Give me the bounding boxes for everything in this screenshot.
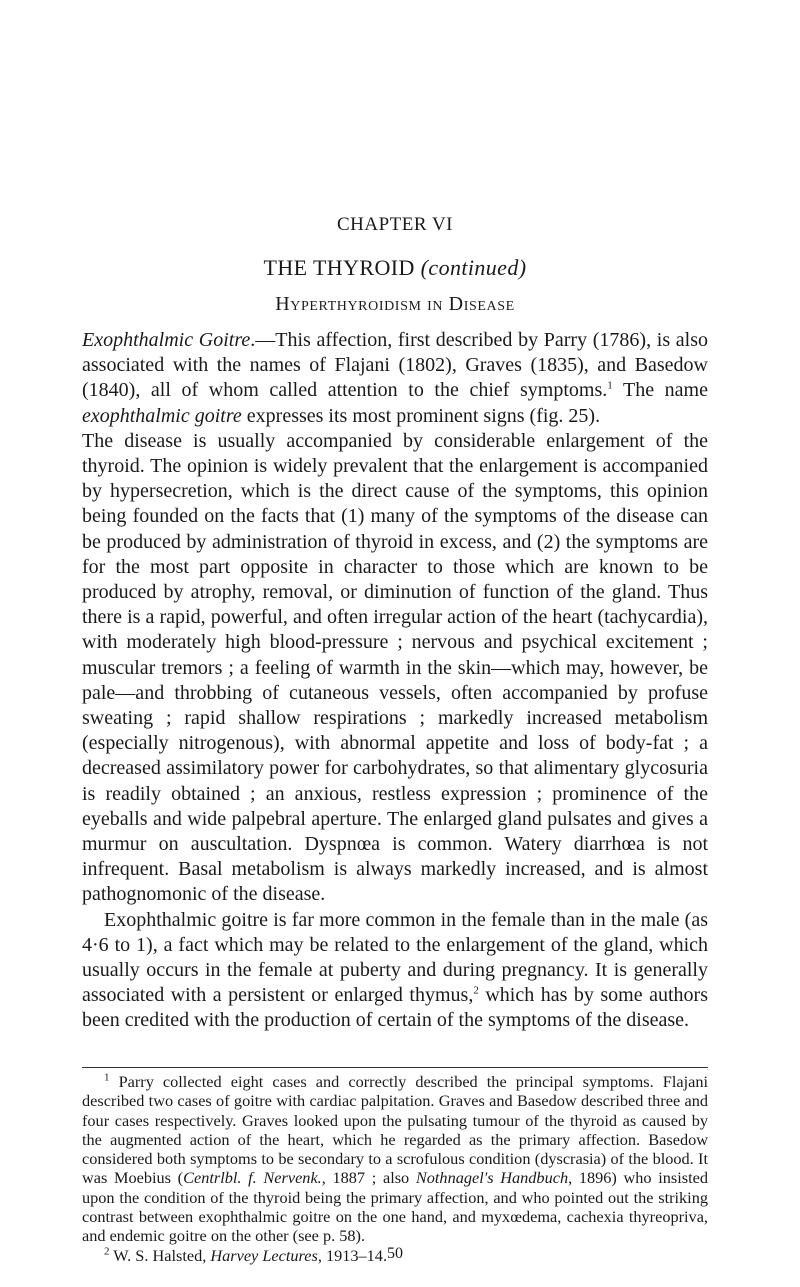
- footnote-ref-1: 1: [607, 379, 613, 392]
- paragraph-1-lead: Exophthalmic Goitre: [82, 329, 251, 351]
- page-number: 50: [387, 1245, 403, 1262]
- footnotes: [82, 1072, 708, 1265]
- paragraph-1: [82, 328, 708, 429]
- paragraph-1-italic-term: exophthalmic goitre: [82, 404, 242, 427]
- paragraph-1-text-c: expresses its most prominent signs (fig. 25).: [241, 404, 601, 427]
- footnote-2-work: Harvey Lectures: [210, 1245, 318, 1265]
- chapter-title-continued: (continued): [420, 255, 527, 280]
- footnote-2-mark: 2: [104, 1245, 110, 1258]
- footnote-1-text-c: , 1896) who insisted upon the condition of the thyroid being the primary affection, and who pointed out the striking contrast between exophthalmic goitre on the one hand, and myxœdema, cachexia thyreopriva, and endemic goitre on the other (see p. 58).: [82, 1168, 709, 1246]
- footnote-divider: [82, 1067, 708, 1068]
- section-heading: Hyperthyroidism in Disease: [275, 293, 515, 315]
- chapter-title: [82, 255, 708, 281]
- paragraph-1-text-a: .—This affection, first described by Parry (1786), is also associated with the names of Flajani (1802), Graves (1835), and Basedow (1840), all of whom called attention to the chief symptoms.: [82, 329, 708, 402]
- chapter-heading: CHAPTER VI: [336, 214, 454, 235]
- paragraph-3: [82, 908, 708, 1034]
- footnote-1: [82, 1072, 708, 1246]
- footnote-1-text-b: , 1887 ; also: [321, 1168, 416, 1188]
- footnote-1-journal: Centrlbl. f. Nervenk.: [183, 1168, 322, 1188]
- footnote-2-text-b: , 1913–14.: [317, 1245, 388, 1265]
- body-text: [82, 328, 708, 1034]
- footnote-1-book: Nothnagel's Handbuch: [415, 1168, 569, 1188]
- paragraph-3-text-a: Exophthalmic goitre is far more common in the female than in the male (as 4·6 to 1), a fact which may be related to the enlargement of the gland, which usually occurs in the female at puberty and during pregnancy. It is generally associated with a persistent or enlarged thymus,: [82, 908, 708, 1007]
- paragraph-1-text-b: The name: [612, 379, 708, 402]
- paragraph-2: The disease is usually accompanied by considerable enlargement of the thyroid. The opinion is widely prevalent that the enlargement is accompanied by hypersecretion, which is the direct cause of the symptoms, this opinion being founded on the facts that (1) many of the symptoms of the disease can be produced by administration of thyroid in excess, and (2) the symptoms are for the most part opposite in character to those which are known to be produced by atrophy, removal, or diminution of function of the gland. Thus there is a rapid, powerful, and often irregular action of the heart (tachycardia), with moderately high blood-pressure ; nervous and psychical excitement ; muscular tremors ; a feeling of warmth in the skin—which may, however, be pale—and throbbing of cutaneous vessels, often accompanied by profuse sweating ; rapid shallow respirations ; markedly increased metabolism (especially nitrogenous), with abnormal appetite and loss of body-fat ; a decreased assimilatory power for carbohydrates, so that alimentary glycosuria is readily obtained ; an anxious, restless expression ; prominence of the eyeballs and wide palpebral aperture. The enlarged gland pulsates and gives a murmur on auscultation. Dyspnœa is common. Watery diarrhœa is not infrequent. Basal metabolism is always markedly increased, and is almost pathognomonic of the disease.: [82, 429, 708, 906]
- chapter-title-main: THE THYROID: [263, 255, 415, 280]
- footnote-2-text-a: W. S. Halsted,: [109, 1245, 211, 1265]
- footnote-ref-2: 2: [473, 984, 479, 997]
- paragraph-3-text-b: which has by some authors been credited with the production of certain of the symptoms of the disease.: [82, 984, 708, 1032]
- footnote-1-text-a: Parry collected eight cases and correctly described the principal symptoms. Flajani described two cases of goitre with cardiac palpitation. Graves and Basedow described three and four cases respectively. Graves looked upon the pulsating tumour of the thyroid as caused by the augmented action of the heart, which he regarded as the primary affection. Basedow considered both symptoms to be secondary to a scrofulous condition (dyscrasia) of the blood. It was Moebius (: [82, 1072, 708, 1188]
- footnote-1-mark: 1: [104, 1071, 110, 1084]
